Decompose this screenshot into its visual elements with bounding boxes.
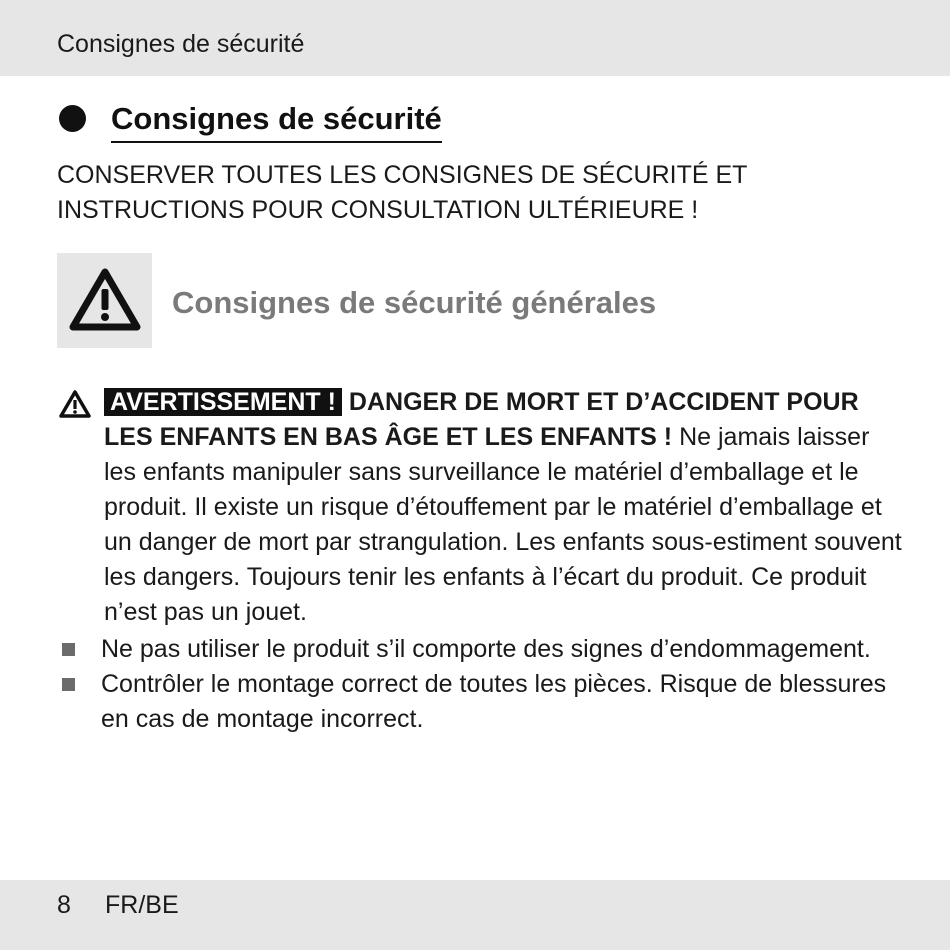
warning-headline: DANGER DE MORT ET D’ACCIDENT POUR LES ENFANTS EN BAS ÂGE ET LES ENFANTS ! [104, 388, 859, 451]
square-bullet-icon [62, 643, 75, 656]
general-warning-box [57, 253, 152, 348]
square-bullet-icon [62, 678, 75, 691]
list-item [62, 632, 902, 667]
locale-code: FR/BE [105, 891, 179, 919]
filled-circle-icon [59, 105, 86, 132]
list-item-text: Ne pas utiliser le produit s’il comporte des signes d’endommagement. [101, 635, 871, 663]
intro-instruction: CONSERVER TOUTES LES CONSIGNES DE SÉCURITÉ ET INSTRUCTIONS POUR CONSULTATION ULTÉRIEURE ! [57, 161, 747, 224]
warning-triangle-icon [59, 390, 91, 418]
page-number: 8 [57, 891, 71, 919]
section-title: Consignes de sécurité [111, 99, 442, 143]
warning-triangle-icon [69, 267, 141, 331]
warning-badge: AVERTISSEMENT ! [104, 388, 342, 416]
warning-body: Ne jamais laisser les enfants manipuler sans surveillance le matériel d’emballage et le produit. Il existe un risque d’étouffement par le matériel d’emballage et un danger de mort par strangulation. Les enfants sous-estiment souvent les dangers. Toujours tenir les enfants à l’écart du produit. Ce produit n’est pas un jouet. [104, 423, 902, 626]
warning-paragraph [104, 385, 904, 630]
general-safety-title: Consignes de sécurité générales [172, 285, 657, 320]
running-header-title: Consignes de sécurité [57, 30, 305, 58]
list-item-text: Contrôler le montage correct de toutes les pièces. Risque de blessures en cas de montage incorrect. [101, 670, 887, 733]
safety-list [62, 632, 902, 737]
list-item [62, 667, 902, 737]
